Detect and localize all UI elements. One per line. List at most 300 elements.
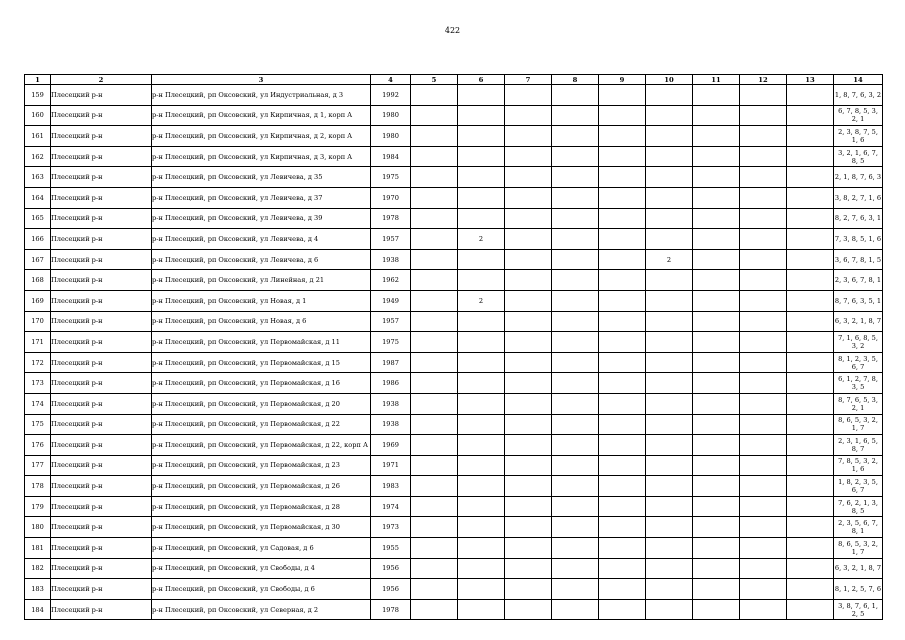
col8-cell: [552, 270, 599, 291]
row-number: 179: [25, 496, 51, 517]
row-number: 166: [25, 229, 51, 250]
year-cell: 1978: [371, 599, 411, 620]
col14-cell: 8, 7, 6, 3, 5, 1: [834, 290, 883, 311]
col11-cell: [693, 558, 740, 579]
col7-cell: [505, 455, 552, 476]
col10-cell: [646, 517, 693, 538]
col10-cell: [646, 208, 693, 229]
housing-register-table: [24, 74, 883, 620]
table-row: [25, 538, 883, 559]
col7-cell: [505, 496, 552, 517]
table-row: [25, 496, 883, 517]
col14-cell: 3, 8, 7, 6, 1, 2, 5: [834, 599, 883, 620]
district-cell: Плесецкий р-н: [51, 579, 152, 600]
col11-cell: [693, 290, 740, 311]
col8-cell: [552, 85, 599, 106]
district-cell: Плесецкий р-н: [51, 517, 152, 538]
col14-cell: 6, 3, 2, 1, 8, 7: [834, 311, 883, 332]
col8-cell: [552, 455, 599, 476]
district-cell: Плесецкий р-н: [51, 290, 152, 311]
col11-cell: [693, 126, 740, 147]
col10-cell: [646, 352, 693, 373]
table-row: [25, 249, 883, 270]
col12-cell: [740, 126, 787, 147]
col6-cell: [458, 579, 505, 600]
col5-cell: [411, 208, 458, 229]
col5-cell: [411, 249, 458, 270]
col6-cell: [458, 599, 505, 620]
col13-cell: [787, 146, 834, 167]
district-cell: Плесецкий р-н: [51, 126, 152, 147]
col5-cell: [411, 270, 458, 291]
col6-cell: [458, 167, 505, 188]
col11-cell: [693, 476, 740, 497]
year-cell: 1938: [371, 249, 411, 270]
year-cell: 1986: [371, 373, 411, 394]
col6-cell: [458, 146, 505, 167]
col9-cell: [599, 579, 646, 600]
col9-cell: [599, 373, 646, 394]
header-row: [25, 75, 883, 85]
col14-cell: 7, 1, 6, 8, 5, 3, 2: [834, 332, 883, 353]
year-cell: 1949: [371, 290, 411, 311]
col5-cell: [411, 187, 458, 208]
col10-cell: [646, 599, 693, 620]
col14-cell: 3, 2, 1, 6, 7, 8, 5: [834, 146, 883, 167]
col6-cell: [458, 373, 505, 394]
col6-cell: [458, 476, 505, 497]
col9-cell: [599, 126, 646, 147]
col7-cell: [505, 290, 552, 311]
col8-cell: [552, 167, 599, 188]
col12-cell: [740, 229, 787, 250]
year-cell: 1980: [371, 105, 411, 126]
col10-cell: [646, 290, 693, 311]
col13-cell: [787, 393, 834, 414]
col11-cell: [693, 352, 740, 373]
table-row: [25, 332, 883, 353]
col8-cell: [552, 187, 599, 208]
table-row: [25, 373, 883, 394]
col5-cell: [411, 85, 458, 106]
col6-cell: [458, 105, 505, 126]
col10-cell: [646, 311, 693, 332]
row-number: 170: [25, 311, 51, 332]
col6-cell: 2: [458, 290, 505, 311]
district-cell: Плесецкий р-н: [51, 311, 152, 332]
col12-cell: [740, 393, 787, 414]
district-cell: Плесецкий р-н: [51, 435, 152, 456]
year-cell: 1978: [371, 208, 411, 229]
col12-cell: [740, 538, 787, 559]
col8-cell: [552, 229, 599, 250]
col7-cell: [505, 146, 552, 167]
col8-cell: [552, 476, 599, 497]
col5-cell: [411, 476, 458, 497]
address-cell: р-н Плесецкий, рп Оксовский, ул Первомайская, д 28: [152, 496, 371, 517]
col11-cell: [693, 249, 740, 270]
column-header-2: 2: [51, 75, 152, 85]
address-cell: р-н Плесецкий, рп Оксовский, ул Кирпичная, д 1, корп А: [152, 105, 371, 126]
col10-cell: [646, 270, 693, 291]
col7-cell: [505, 249, 552, 270]
col10-cell: [646, 476, 693, 497]
year-cell: 1957: [371, 229, 411, 250]
col8-cell: [552, 496, 599, 517]
col6-cell: [458, 496, 505, 517]
col14-cell: 6, 3, 2, 1, 8, 7: [834, 558, 883, 579]
district-cell: Плесецкий р-н: [51, 270, 152, 291]
address-cell: р-н Плесецкий, рп Оксовский, ул Первомайская, д 23: [152, 455, 371, 476]
col13-cell: [787, 187, 834, 208]
col11-cell: [693, 208, 740, 229]
col12-cell: [740, 311, 787, 332]
col6-cell: [458, 558, 505, 579]
year-cell: 1980: [371, 126, 411, 147]
col5-cell: [411, 126, 458, 147]
col7-cell: [505, 476, 552, 497]
address-cell: р-н Плесецкий, рп Оксовский, ул Левичева, д 37: [152, 187, 371, 208]
col7-cell: [505, 414, 552, 435]
address-cell: р-н Плесецкий, рп Оксовский, ул Левичева, д 39: [152, 208, 371, 229]
col6-cell: [458, 249, 505, 270]
col5-cell: [411, 599, 458, 620]
col9-cell: [599, 476, 646, 497]
table-row: [25, 517, 883, 538]
col14-cell: 8, 2, 7, 6, 3, 1: [834, 208, 883, 229]
col7-cell: [505, 270, 552, 291]
col5-cell: [411, 455, 458, 476]
col11-cell: [693, 270, 740, 291]
col10-cell: [646, 229, 693, 250]
col11-cell: [693, 332, 740, 353]
col10-cell: [646, 496, 693, 517]
col14-cell: 3, 8, 2, 7, 1, 6: [834, 187, 883, 208]
col10-cell: [646, 579, 693, 600]
col12-cell: [740, 455, 787, 476]
col7-cell: [505, 126, 552, 147]
col11-cell: [693, 311, 740, 332]
column-header-5: 5: [411, 75, 458, 85]
col10-cell: [646, 373, 693, 394]
col14-cell: 8, 6, 5, 3, 2, 1, 7: [834, 414, 883, 435]
address-cell: р-н Плесецкий, рп Оксовский, ул Индустриальная, д 3: [152, 85, 371, 106]
col13-cell: [787, 126, 834, 147]
col8-cell: [552, 538, 599, 559]
col7-cell: [505, 393, 552, 414]
col8-cell: [552, 352, 599, 373]
col6-cell: [458, 414, 505, 435]
row-number: 178: [25, 476, 51, 497]
column-header-7: 7: [505, 75, 552, 85]
col14-cell: 2, 3, 6, 7, 8, 1: [834, 270, 883, 291]
col9-cell: [599, 496, 646, 517]
column-header-13: 13: [787, 75, 834, 85]
col13-cell: [787, 414, 834, 435]
col6-cell: [458, 393, 505, 414]
col5-cell: [411, 373, 458, 394]
row-number: 175: [25, 414, 51, 435]
table-row: [25, 558, 883, 579]
col13-cell: [787, 311, 834, 332]
col6-cell: [458, 126, 505, 147]
col10-cell: [646, 332, 693, 353]
col13-cell: [787, 352, 834, 373]
col13-cell: [787, 558, 834, 579]
col11-cell: [693, 146, 740, 167]
col14-cell: 2, 1, 8, 7, 6, 3: [834, 167, 883, 188]
table-row: [25, 476, 883, 497]
district-cell: Плесецкий р-н: [51, 414, 152, 435]
col6-cell: [458, 538, 505, 559]
row-number: 159: [25, 85, 51, 106]
col14-cell: 7, 8, 5, 3, 2, 1, 6: [834, 455, 883, 476]
table-row: [25, 208, 883, 229]
col5-cell: [411, 579, 458, 600]
col14-cell: 7, 6, 2, 1, 3, 8, 5: [834, 496, 883, 517]
year-cell: 1956: [371, 558, 411, 579]
table-row: [25, 187, 883, 208]
col13-cell: [787, 435, 834, 456]
row-number: 162: [25, 146, 51, 167]
col14-cell: 7, 3, 8, 5, 1, 6: [834, 229, 883, 250]
col7-cell: [505, 599, 552, 620]
address-cell: р-н Плесецкий, рп Оксовский, ул Садовая, д 6: [152, 538, 371, 559]
col6-cell: [458, 187, 505, 208]
col11-cell: [693, 373, 740, 394]
column-header-6: 6: [458, 75, 505, 85]
col13-cell: [787, 332, 834, 353]
row-number: 160: [25, 105, 51, 126]
col10-cell: [646, 146, 693, 167]
col10-cell: [646, 105, 693, 126]
col12-cell: [740, 414, 787, 435]
col12-cell: [740, 476, 787, 497]
address-cell: р-н Плесецкий, рп Оксовский, ул Кирпичная, д 3, корп А: [152, 146, 371, 167]
row-number: 163: [25, 167, 51, 188]
table-row: [25, 146, 883, 167]
col14-cell: 2, 3, 1, 6, 5, 8, 7: [834, 435, 883, 456]
col10-cell: [646, 455, 693, 476]
table-row: [25, 393, 883, 414]
address-cell: р-н Плесецкий, рп Оксовский, ул Кирпичная, д 2, корп А: [152, 126, 371, 147]
table-row: [25, 435, 883, 456]
col5-cell: [411, 496, 458, 517]
column-header-1: 1: [25, 75, 51, 85]
col13-cell: [787, 290, 834, 311]
col9-cell: [599, 187, 646, 208]
col13-cell: [787, 579, 834, 600]
col7-cell: [505, 435, 552, 456]
district-cell: Плесецкий р-н: [51, 187, 152, 208]
year-cell: 1956: [371, 579, 411, 600]
col10-cell: 2: [646, 249, 693, 270]
row-number: 168: [25, 270, 51, 291]
col9-cell: [599, 167, 646, 188]
col11-cell: [693, 496, 740, 517]
address-cell: р-н Плесецкий, рп Оксовский, ул Первомайская, д 16: [152, 373, 371, 394]
page-number: 422: [444, 26, 461, 35]
col8-cell: [552, 435, 599, 456]
col9-cell: [599, 332, 646, 353]
col5-cell: [411, 414, 458, 435]
col8-cell: [552, 332, 599, 353]
col7-cell: [505, 187, 552, 208]
col9-cell: [599, 599, 646, 620]
table-row: [25, 414, 883, 435]
col13-cell: [787, 208, 834, 229]
row-number: 184: [25, 599, 51, 620]
year-cell: 1938: [371, 393, 411, 414]
year-cell: 1969: [371, 435, 411, 456]
year-cell: 1955: [371, 538, 411, 559]
address-cell: р-н Плесецкий, рп Оксовский, ул Первомайская, д 30: [152, 517, 371, 538]
col7-cell: [505, 538, 552, 559]
col12-cell: [740, 373, 787, 394]
year-cell: 1987: [371, 352, 411, 373]
col12-cell: [740, 146, 787, 167]
col12-cell: [740, 167, 787, 188]
col12-cell: [740, 517, 787, 538]
address-cell: р-н Плесецкий, рп Оксовский, ул Левичева, д 6: [152, 249, 371, 270]
col11-cell: [693, 85, 740, 106]
col13-cell: [787, 373, 834, 394]
col5-cell: [411, 146, 458, 167]
col10-cell: [646, 167, 693, 188]
table-row: [25, 105, 883, 126]
column-header-14: 14: [834, 75, 883, 85]
col14-cell: 8, 1, 2, 5, 7, 6: [834, 579, 883, 600]
table-row: [25, 126, 883, 147]
col11-cell: [693, 393, 740, 414]
col9-cell: [599, 290, 646, 311]
col5-cell: [411, 538, 458, 559]
col13-cell: [787, 517, 834, 538]
district-cell: Плесецкий р-н: [51, 332, 152, 353]
year-cell: 1983: [371, 476, 411, 497]
col9-cell: [599, 558, 646, 579]
col12-cell: [740, 435, 787, 456]
col10-cell: [646, 558, 693, 579]
col6-cell: 2: [458, 229, 505, 250]
col9-cell: [599, 538, 646, 559]
col5-cell: [411, 167, 458, 188]
district-cell: Плесецкий р-н: [51, 373, 152, 394]
col13-cell: [787, 599, 834, 620]
col12-cell: [740, 270, 787, 291]
col13-cell: [787, 538, 834, 559]
col11-cell: [693, 414, 740, 435]
address-cell: р-н Плесецкий, рп Оксовский, ул Левичева, д 35: [152, 167, 371, 188]
address-cell: р-н Плесецкий, рп Оксовский, ул Линейная, д 21: [152, 270, 371, 291]
row-number: 167: [25, 249, 51, 270]
col11-cell: [693, 187, 740, 208]
table-row: [25, 85, 883, 106]
column-header-11: 11: [693, 75, 740, 85]
table-row: [25, 229, 883, 250]
address-cell: р-н Плесецкий, рп Оксовский, ул Свободы, д 6: [152, 579, 371, 600]
district-cell: Плесецкий р-н: [51, 352, 152, 373]
address-cell: р-н Плесецкий, рп Оксовский, ул Свободы, д 4: [152, 558, 371, 579]
col11-cell: [693, 599, 740, 620]
table-row: [25, 290, 883, 311]
col11-cell: [693, 229, 740, 250]
col13-cell: [787, 476, 834, 497]
column-header-3: 3: [152, 75, 371, 85]
district-cell: Плесецкий р-н: [51, 229, 152, 250]
col5-cell: [411, 435, 458, 456]
district-cell: Плесецкий р-н: [51, 476, 152, 497]
table-row: [25, 455, 883, 476]
col13-cell: [787, 105, 834, 126]
col14-cell: 8, 6, 5, 3, 2, 1, 7: [834, 538, 883, 559]
year-cell: 1975: [371, 332, 411, 353]
col11-cell: [693, 455, 740, 476]
col14-cell: 6, 7, 8, 5, 3, 2, 1: [834, 105, 883, 126]
year-cell: 1973: [371, 517, 411, 538]
district-cell: Плесецкий р-н: [51, 393, 152, 414]
col12-cell: [740, 332, 787, 353]
col14-cell: 3, 6, 7, 8, 1, 5: [834, 249, 883, 270]
col9-cell: [599, 435, 646, 456]
col12-cell: [740, 558, 787, 579]
col8-cell: [552, 249, 599, 270]
col12-cell: [740, 187, 787, 208]
col8-cell: [552, 105, 599, 126]
address-cell: р-н Плесецкий, рп Оксовский, ул Новая, д 1: [152, 290, 371, 311]
row-number: 177: [25, 455, 51, 476]
col14-cell: 1, 8, 7, 6, 3, 2: [834, 85, 883, 106]
row-number: 172: [25, 352, 51, 373]
address-cell: р-н Плесецкий, рп Оксовский, ул Первомайская, д 22: [152, 414, 371, 435]
column-header-8: 8: [552, 75, 599, 85]
table-row: [25, 311, 883, 332]
col9-cell: [599, 85, 646, 106]
col5-cell: [411, 229, 458, 250]
col10-cell: [646, 126, 693, 147]
col6-cell: [458, 435, 505, 456]
col9-cell: [599, 352, 646, 373]
col9-cell: [599, 455, 646, 476]
col6-cell: [458, 270, 505, 291]
row-number: 171: [25, 332, 51, 353]
col8-cell: [552, 414, 599, 435]
column-header-9: 9: [599, 75, 646, 85]
col13-cell: [787, 85, 834, 106]
year-cell: 1970: [371, 187, 411, 208]
table-row: [25, 270, 883, 291]
col14-cell: 2, 3, 5, 6, 7, 8, 1: [834, 517, 883, 538]
col9-cell: [599, 311, 646, 332]
col12-cell: [740, 208, 787, 229]
row-number: 180: [25, 517, 51, 538]
row-number: 181: [25, 538, 51, 559]
col10-cell: [646, 85, 693, 106]
district-cell: Плесецкий р-н: [51, 496, 152, 517]
row-number: 165: [25, 208, 51, 229]
table-row: [25, 599, 883, 620]
district-cell: Плесецкий р-н: [51, 558, 152, 579]
col9-cell: [599, 229, 646, 250]
col8-cell: [552, 126, 599, 147]
col9-cell: [599, 105, 646, 126]
col6-cell: [458, 517, 505, 538]
col9-cell: [599, 414, 646, 435]
col6-cell: [458, 332, 505, 353]
col12-cell: [740, 599, 787, 620]
district-cell: Плесецкий р-н: [51, 105, 152, 126]
address-cell: р-н Плесецкий, рп Оксовский, ул Левичева, д 4: [152, 229, 371, 250]
